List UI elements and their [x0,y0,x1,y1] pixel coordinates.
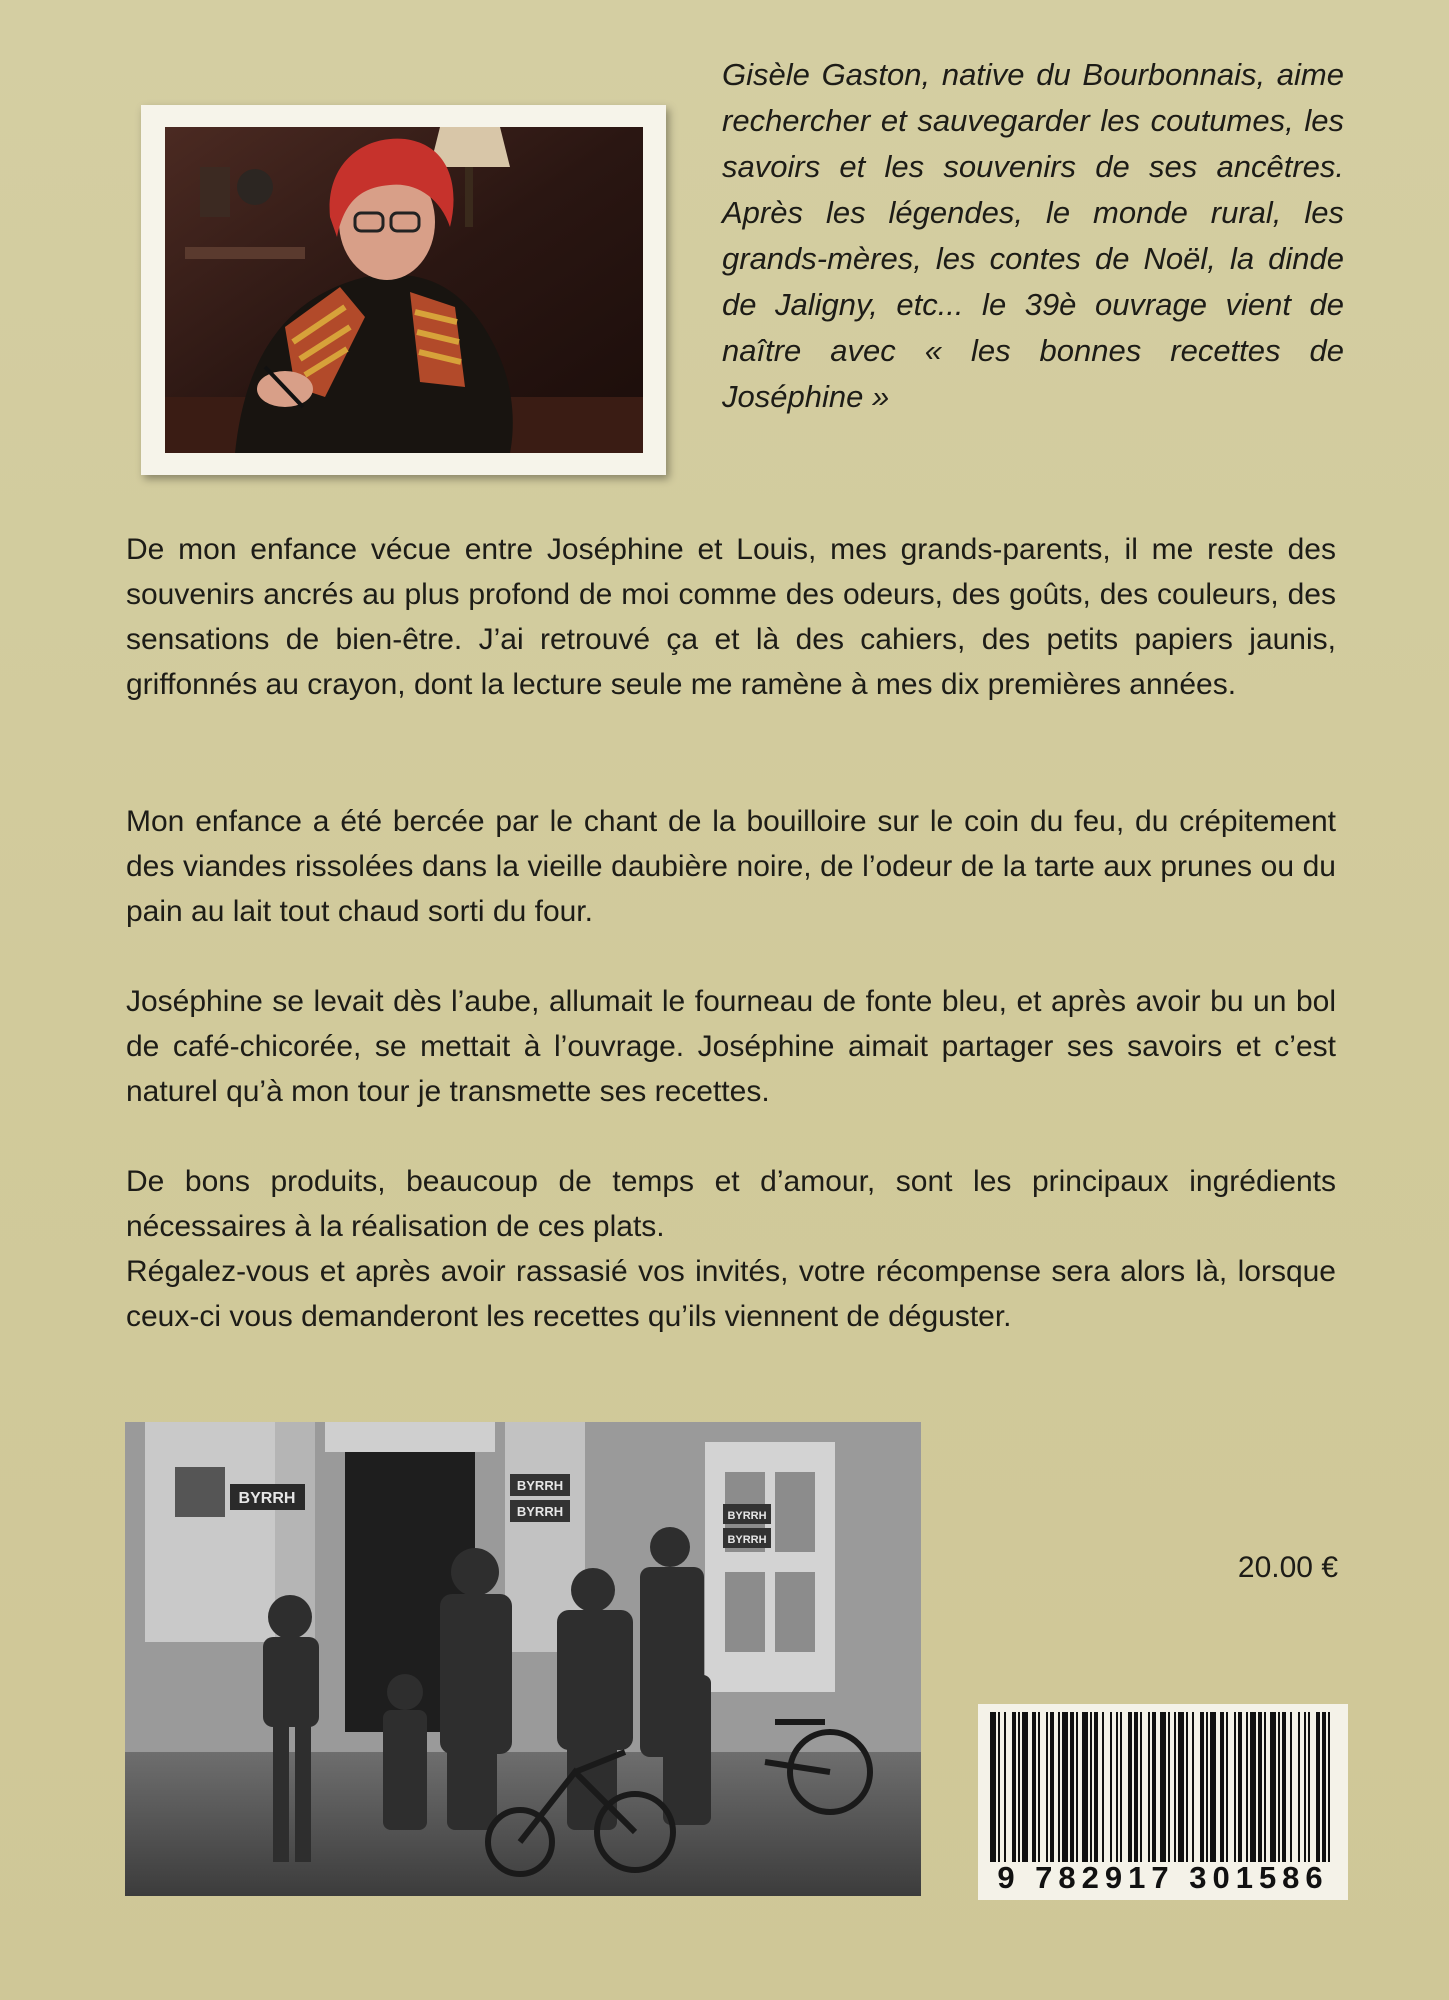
barcode-bar [1134,1712,1138,1862]
barcode-bar [1032,1712,1036,1862]
byrrh-sign-3: BYRRH [516,1504,564,1519]
barcode-bar [1168,1712,1170,1862]
family-photo [125,1422,921,1896]
barcode-bar [998,1712,1000,1862]
barcode-bar [1316,1712,1320,1862]
author-bio: Gisèle Gaston, native du Bourbonnais, aime rechercher et sauvegarder les coutumes, les savoirs et les souvenirs de ses ancêtres. Après les légendes, le monde rural, les grands-mères, les contes de Noël, la dinde de Jaligny, etc... le 39è ouvrage vient de naître avec « les bonnes recettes de Joséphine » [722,57,1344,414]
barcode-bar [1264,1712,1266,1862]
byrrh-sign-5: BYRRH [727,1534,767,1546]
barcode-bar [1082,1712,1088,1862]
isbn-barcode [978,1704,1348,1900]
barcode-bar [990,1712,996,1862]
barcode-bar [1304,1712,1306,1862]
barcode-bar [1226,1712,1228,1862]
barcode-bar [1046,1712,1048,1862]
barcode-bar [1094,1712,1098,1862]
barcode-bar [1038,1712,1040,1862]
barcode-bar [1050,1712,1054,1862]
paragraph-childhood-memories: De mon enfance vécue entre Joséphine et Louis, mes grands-parents, il me reste des souvenirs ancrés au plus profond de moi comme des odeurs, des goûts, des couleurs, des sensations de bien-être. J’ai retrouvé ça et là des cahiers, des petits papiers jaunis, griffonnés au crayon, dont la lecture seule me ramène à mes dix premières années. [126,533,1336,701]
barcode-bar [1298,1712,1300,1862]
barcode-bar [1308,1712,1310,1862]
byrrh-sign-2: BYRRH [516,1478,564,1493]
author-photo-image [165,127,643,453]
paragraph-enjoy: Régalez-vous et après avoir rassasié vos invités, votre récompense sera alors là, lorsque ceux-ci vous demanderont les recettes qu’ils viennent de déguster. [126,1255,1336,1333]
barcode-bar [1186,1712,1188,1862]
paragraph-josephine-morning: Joséphine se levait dès l’aube, allumait le fourneau de fonte bleu, et après avoir bu un bol de café-chicorée, se mettait à l’ouvrage. Joséphine aimait partager ses savoirs et c’est naturel qu’à mon tour je transmette ses recettes. [126,985,1336,1108]
barcode-bar [1140,1712,1142,1862]
paragraph-kitchen-sounds: Mon enfance a été bercée par le chant de la bouilloire sur le coin du feu, du crépitement des viandes rissolées dans la vieille daubière noire, de l’odeur de la tarte aux prunes ou du pain au lait tout chaud sorti du four. [126,805,1336,928]
barcode-bar [1076,1712,1078,1862]
paragraph-ingredients: De bons produits, beaucoup de temps et d’amour, sont les principaux ingrédients nécessaires à la réalisation de ces plats. [126,1165,1336,1243]
isbn-digits: 9 782917 301586 [997,1860,1329,1895]
barcode-bar [1148,1712,1150,1862]
barcode-bar [1234,1712,1236,1862]
barcode-bar [1328,1712,1330,1862]
barcode-bar [1012,1712,1016,1862]
barcode-bar [1278,1712,1280,1862]
barcode-bar [1018,1712,1020,1862]
barcode-bar [1192,1712,1194,1862]
barcode-bar [1152,1712,1156,1862]
author-photo [141,105,666,475]
barcode-bar [1200,1712,1204,1862]
barcode-bar [1270,1712,1276,1862]
barcode-bar [1210,1712,1216,1862]
byrrh-sign-1: BYRRH [238,1490,296,1507]
barcode-bar [1178,1712,1184,1862]
barcode-bar [1110,1712,1112,1862]
barcode-bar [1174,1712,1176,1862]
barcode-bar [1206,1712,1208,1862]
barcode-bar [1022,1712,1028,1862]
barcode-bar [1128,1712,1132,1862]
barcode-bar [1282,1712,1286,1862]
family-photo-image [125,1422,921,1896]
barcode-bars [986,1712,1340,1862]
barcode-bar [1116,1712,1118,1862]
barcode-bar [1004,1712,1006,1862]
barcode-bar [1090,1712,1092,1862]
barcode-bar [1062,1712,1068,1862]
price-label: 20.00 € [1237,1551,1338,1584]
barcode-bar [1120,1712,1122,1862]
barcode-bar [1290,1712,1292,1862]
barcode-bar [1250,1712,1256,1862]
barcode-bar [1322,1712,1326,1862]
barcode-bar [1246,1712,1248,1862]
barcode-bar [1070,1712,1074,1862]
barcode-bar [1238,1712,1242,1862]
barcode-bar [1160,1712,1166,1862]
byrrh-sign-4: BYRRH [727,1510,767,1522]
barcode-bar [1058,1712,1060,1862]
barcode-bar [1258,1712,1262,1862]
barcode-bar [1220,1712,1224,1862]
barcode-bar [1102,1712,1104,1862]
